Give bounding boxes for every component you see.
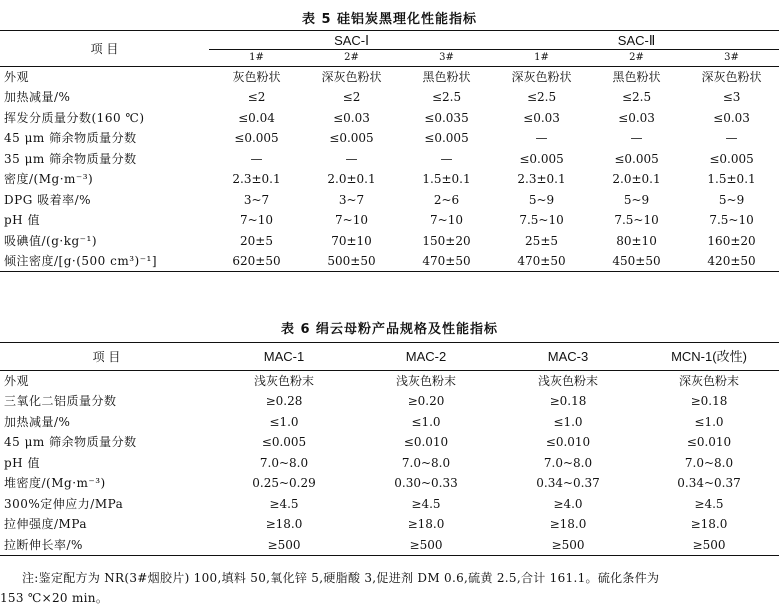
cell-value: ≥500 (213, 535, 355, 556)
table-footnote (0, 568, 779, 608)
cell-value: ≤1.0 (269, 414, 299, 429)
table5-sub-header: 1# (494, 50, 589, 67)
table5 (0, 30, 779, 272)
table5-group-sac1: SAC-Ⅰ (209, 31, 494, 50)
table6-col-header: MAC-2 (355, 343, 497, 371)
table6-col-header: MAC-1 (213, 343, 355, 371)
cell-value: ≤1.0 (694, 414, 724, 429)
cell-value: 0.25~0.29 (252, 476, 316, 491)
cell-value: — (725, 131, 738, 146)
table-row (0, 190, 779, 211)
cell-value: 0.34~0.37 (677, 476, 741, 491)
cell-value: ≤0.005 (424, 131, 469, 146)
row-label: 加热减量/% (4, 90, 71, 105)
cell-value: ≤0.005 (614, 151, 659, 166)
cell-value: — (630, 131, 643, 146)
row-label: DPG 吸着率/% (4, 192, 92, 207)
cell-value: ≤3 (722, 90, 741, 105)
cell-value: 7~10 (240, 213, 273, 228)
table-row (0, 210, 779, 231)
cell-value: 7.0~8.0 (684, 455, 734, 470)
cell-value: ≤2 (342, 90, 361, 105)
cell-value: 470±50 (399, 251, 494, 272)
cell-value: ≤0.005 (261, 435, 307, 450)
table5-sub-header: 3# (399, 50, 494, 67)
table-row (0, 231, 779, 252)
cell-value: ≤2 (247, 90, 266, 105)
row-label: 45 μm 筛余物质量分数 (4, 435, 137, 450)
cell-value: ≥4.0 (553, 496, 583, 511)
table5-item-header: 项 目 (0, 31, 209, 67)
cell-value: 浅灰色粉末 (253, 374, 314, 388)
cell-value: ≤0.005 (234, 131, 279, 146)
cell-value: 黑色粉状 (612, 70, 661, 84)
cell-value: ≤0.005 (329, 131, 374, 146)
cell-value: ≤0.04 (238, 110, 275, 125)
cell-value: — (440, 151, 453, 166)
cell-value: ≥0.20 (407, 394, 445, 409)
cell-value: ≥0.28 (265, 394, 303, 409)
cell-value: ≤2.5 (621, 90, 652, 105)
table-row (0, 149, 779, 170)
cell-value: ≤1.0 (411, 414, 441, 429)
cell-value: 5~9 (718, 192, 745, 207)
table-row (0, 169, 779, 190)
table5-caption: 表 5 硅铝炭黑理化性能指标 (301, 12, 478, 27)
cell-value: 2.3±0.1 (517, 172, 566, 187)
cell-value: ≥4.5 (694, 496, 724, 511)
table5-sub-header: 1# (209, 50, 304, 67)
cell-value: ≥4.5 (411, 496, 441, 511)
cell-value: 150±20 (422, 233, 471, 248)
table-row (0, 412, 779, 433)
cell-value: 620±50 (209, 251, 304, 272)
cell-value: 2~6 (433, 192, 460, 207)
table-row (0, 535, 779, 556)
cell-value: 160±20 (707, 233, 756, 248)
table5-sub-header: 3# (684, 50, 779, 67)
cell-value: 0.30~0.33 (394, 476, 458, 491)
cell-value: — (535, 131, 548, 146)
row-label: pH 值 (4, 455, 40, 470)
cell-value: 2.3±0.1 (232, 172, 281, 187)
row-label: 外观 (4, 374, 30, 388)
cell-value: 1.5±0.1 (422, 172, 471, 187)
cell-value: 25±5 (525, 233, 559, 248)
row-label: 加热减量/% (4, 414, 71, 429)
cell-value: ≥0.18 (690, 394, 728, 409)
table-row (0, 87, 779, 108)
table-row (0, 473, 779, 494)
table-row (0, 67, 779, 88)
cell-value: 20±5 (240, 233, 273, 248)
table-row (0, 128, 779, 149)
row-label: 拉断伸长率/% (0, 535, 213, 556)
cell-value: ≥500 (639, 535, 779, 556)
row-label: 吸碘值/(g·kg⁻¹) (4, 233, 98, 248)
cell-value: 灰色粉状 (232, 70, 281, 84)
cell-value: 5~9 (528, 192, 555, 207)
table6-col-header: MCN-1(改性) (639, 343, 779, 371)
cell-value: 70±10 (331, 233, 372, 248)
table5-sub-header: 2# (589, 50, 684, 67)
cell-value: 浅灰色粉末 (537, 374, 598, 388)
cell-value: ≤0.03 (713, 110, 750, 125)
cell-value: 深灰色粉末 (678, 374, 739, 388)
cell-value: ≤0.005 (519, 151, 564, 166)
cell-value: ≤0.010 (403, 435, 449, 450)
cell-value: ≤0.035 (424, 110, 469, 125)
row-label: 倾注密度/[g·(500 cm³)⁻¹] (0, 251, 209, 272)
cell-value: 7.5~10 (519, 213, 564, 228)
table-row (0, 371, 779, 392)
table5-group-sac2: SAC-Ⅱ (494, 31, 779, 50)
cell-value: 450±50 (589, 251, 684, 272)
table6 (0, 342, 779, 556)
cell-value: — (345, 151, 358, 166)
cell-value: ≤0.03 (523, 110, 560, 125)
cell-value: 7.0~8.0 (543, 455, 593, 470)
cell-value: 7.0~8.0 (259, 455, 309, 470)
table6-item-header: 项 目 (0, 343, 213, 371)
row-label: 密度/(Mg·m⁻³) (4, 172, 94, 187)
table6-col-header: MAC-3 (497, 343, 639, 371)
cell-value: 深灰色粉状 (701, 70, 762, 84)
row-label: 三氧化二铝质量分数 (4, 394, 117, 409)
cell-value: ≥500 (355, 535, 497, 556)
cell-value: ≥18.0 (549, 517, 587, 532)
cell-value: 0.34~0.37 (536, 476, 600, 491)
cell-value: 420±50 (684, 251, 779, 272)
cell-value: 黑色粉状 (422, 70, 471, 84)
cell-value: — (250, 151, 263, 166)
table5-sub-header: 2# (304, 50, 399, 67)
row-label: 300%定伸应力/MPa (4, 496, 124, 511)
cell-value: 7.5~10 (614, 213, 659, 228)
table-row (0, 108, 779, 129)
footnote-line-2: 153 ℃×20 min。 (0, 591, 109, 605)
cell-value: ≤0.03 (618, 110, 655, 125)
cell-value: ≤2.5 (526, 90, 557, 105)
cell-value: ≤0.005 (709, 151, 754, 166)
row-label: 外观 (4, 70, 30, 84)
table-row (0, 453, 779, 474)
cell-value: 7.0~8.0 (401, 455, 451, 470)
row-label: 挥发分质量分数(160 ℃) (4, 110, 145, 125)
row-label: 35 μm 筛余物质量分数 (4, 151, 137, 166)
cell-value: 500±50 (304, 251, 399, 272)
table-row (0, 251, 779, 272)
cell-value: ≥18.0 (690, 517, 728, 532)
cell-value: 1.5±0.1 (707, 172, 756, 187)
cell-value: ≥18.0 (265, 517, 303, 532)
cell-value: 深灰色粉状 (321, 70, 382, 84)
table6-caption: 表 6 绢云母粉产品规格及性能指标 (280, 322, 499, 337)
row-label: 45 μm 筛余物质量分数 (4, 131, 137, 146)
row-label: 堆密度/(Mg·m⁻³) (4, 476, 106, 491)
table-row (0, 432, 779, 453)
table-row (0, 514, 779, 535)
cell-value: 5~9 (623, 192, 650, 207)
cell-value: 3~7 (338, 192, 365, 207)
cell-value: 2.0±0.1 (327, 172, 376, 187)
row-label: pH 值 (4, 213, 40, 228)
cell-value: ≤0.010 (545, 435, 591, 450)
cell-value: ≥0.18 (549, 394, 587, 409)
row-label: 拉伸强度/MPa (4, 517, 88, 532)
cell-value: ≥18.0 (407, 517, 445, 532)
table-row (0, 494, 779, 515)
cell-value: 470±50 (494, 251, 589, 272)
footnote-line-1: 注:鉴定配方为 NR(3#烟胶片) 100,填料 50,氧化锌 5,硬脂酸 3,促进剂 DM 0.6,硫黄 2.5,合计 161.1。硫化条件为 (22, 571, 660, 585)
cell-value: ≤0.010 (686, 435, 732, 450)
table-row (0, 391, 779, 412)
cell-value: ≥4.5 (269, 496, 299, 511)
cell-value: 深灰色粉状 (511, 70, 572, 84)
cell-value: ≤1.0 (553, 414, 583, 429)
cell-value: ≤0.03 (333, 110, 370, 125)
cell-value: ≥500 (497, 535, 639, 556)
cell-value: 7.5~10 (709, 213, 754, 228)
cell-value: ≤2.5 (431, 90, 462, 105)
cell-value: 7~10 (335, 213, 368, 228)
cell-value: 浅灰色粉末 (395, 374, 456, 388)
cell-value: 2.0±0.1 (612, 172, 661, 187)
cell-value: 7~10 (430, 213, 463, 228)
cell-value: 3~7 (243, 192, 270, 207)
cell-value: 80±10 (616, 233, 657, 248)
